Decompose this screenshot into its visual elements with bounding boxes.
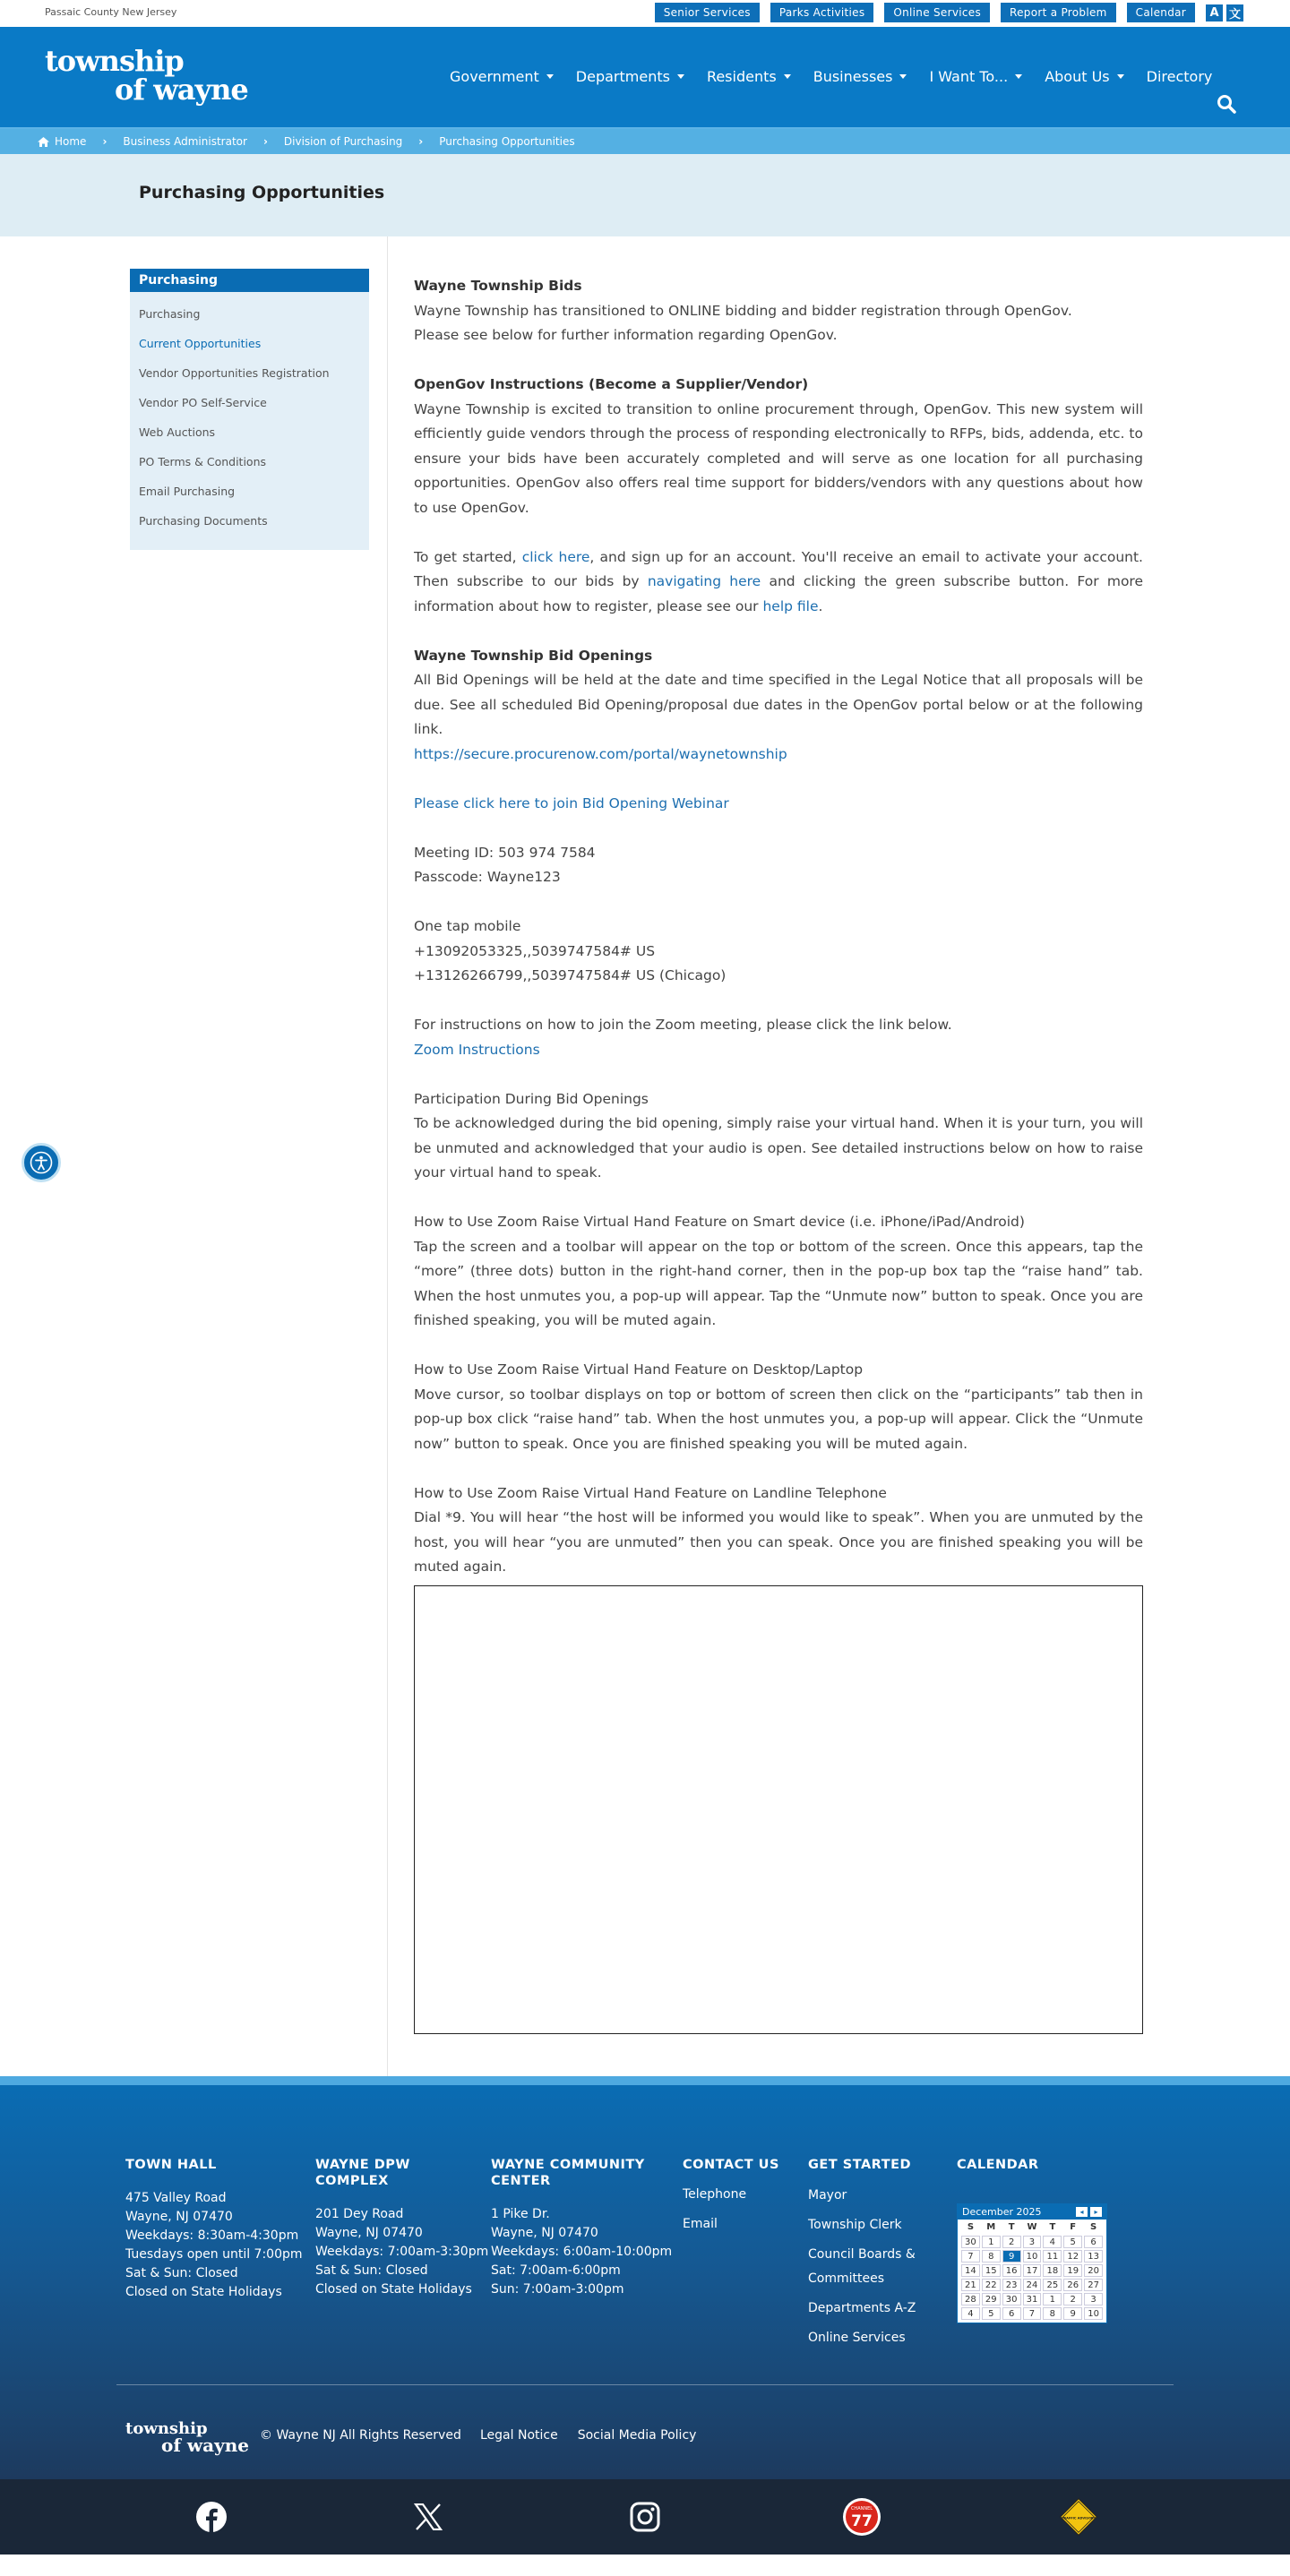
footer-township-clerk-link[interactable]: Township Clerk [808, 2218, 902, 2232]
calendar-day[interactable]: 13 [1084, 2250, 1103, 2263]
one-tap-label: One tap mobile [414, 918, 521, 934]
smart-device-section [414, 1210, 1143, 1334]
start-text-2: , and sign up for an account. You'll receive an email to activate your account. Then subscribe to our bids by [414, 548, 1143, 589]
zoom-instructions-section [414, 1013, 1143, 1062]
calendar-day[interactable]: 6 [1084, 2236, 1103, 2248]
calendar-next-icon[interactable]: ▸ [1090, 2207, 1102, 2217]
footer-text: 201 Dey Road [315, 2207, 404, 2221]
footer-online-services-link[interactable]: Online Services [808, 2331, 906, 2345]
nav-label: Directory [1146, 68, 1213, 85]
calendar-day[interactable]: 4 [961, 2307, 980, 2320]
instagram-icon[interactable] [625, 2497, 665, 2537]
zoom-instructions-text: For instructions on how to join the Zoom meeting, please click the link below. [414, 1017, 952, 1033]
calendar-day[interactable]: 3 [1023, 2236, 1042, 2248]
footer-text: Sat: 7:00am-6:00pm [491, 2263, 621, 2278]
calendar-day[interactable]: 5 [982, 2307, 1001, 2320]
social-bar [0, 2479, 1290, 2555]
x-twitter-icon[interactable] [408, 2497, 448, 2537]
footer-heading-line: CENTER [491, 2174, 551, 2188]
sidebar-item-current-opportunities[interactable]: Current Opportunities [139, 337, 262, 350]
bids-section [414, 274, 1143, 348]
bids-heading: Wayne Township Bids [414, 278, 582, 294]
zoom-instructions-link[interactable]: Zoom Instructions [414, 1041, 540, 1058]
opengov-section [414, 373, 1143, 520]
one-tap-number-1: +13092053325,,5039747584# US [414, 942, 656, 959]
parks-activities-link[interactable]: Parks Activities [770, 3, 874, 22]
calendar-day-name: F [1070, 2222, 1077, 2232]
nav-label: Residents [706, 68, 777, 85]
calendar-day[interactable]: 23 [1002, 2279, 1021, 2291]
township-logo[interactable] [45, 44, 248, 107]
calendar-day[interactable]: 20 [1084, 2264, 1103, 2277]
logo-line-2: of wayne [115, 73, 248, 107]
footer-text: Sun: 7:00am-3:00pm [491, 2282, 624, 2297]
footer-text: Weekdays: 7:00am-3:30pm [315, 2245, 489, 2259]
one-tap-section [414, 914, 1143, 989]
footer-divider [116, 2384, 1174, 2385]
calendar-day-name: W [1027, 2222, 1037, 2232]
footer-text: Sat & Sun: Closed [315, 2263, 428, 2278]
footer-text: 1 Pike Dr. [491, 2207, 550, 2221]
calendar-day[interactable]: 1 [982, 2236, 1001, 2248]
senior-services-link[interactable]: Senior Services [655, 3, 760, 22]
calendar-day[interactable]: 8 [982, 2250, 1001, 2263]
home-icon [38, 137, 49, 147]
footer-council-boards-link[interactable] [808, 2243, 916, 2291]
calendar-day[interactable]: 1 [1043, 2293, 1062, 2306]
calendar-header [958, 2204, 1106, 2220]
breadcrumb-home[interactable] [38, 135, 86, 148]
footer-contact [683, 2157, 779, 2239]
start-text-1: To get started, [414, 548, 522, 565]
footer-text: 475 Valley Road [125, 2191, 227, 2205]
calendar-day[interactable]: 18 [1043, 2264, 1062, 2277]
chevron-down-icon [1015, 74, 1022, 79]
translate-button[interactable]: 文 [1226, 4, 1243, 21]
sidebar [130, 269, 369, 550]
breadcrumb-separator-icon: › [102, 135, 108, 148]
opengov-heading: OpenGov Instructions (Become a Supplier/Vendor) [414, 376, 809, 392]
calendar-day[interactable]: 5 [1063, 2236, 1082, 2248]
calendar-day-name: T [1049, 2222, 1056, 2232]
calendar-day[interactable]: 7 [961, 2250, 980, 2263]
calendar-day[interactable]: 22 [982, 2279, 1001, 2291]
channel-77-icon[interactable] [842, 2497, 882, 2537]
calendar-day[interactable]: 25 [1043, 2279, 1062, 2291]
footer-logo-line-1: township [125, 2419, 208, 2438]
sidebar-item-po-terms[interactable]: PO Terms & Conditions [139, 455, 267, 468]
portal-link[interactable]: https://secure.procurenow.com/portal/waynetownship [414, 745, 787, 762]
channel-number: 77 [851, 2512, 873, 2530]
nav-about-us[interactable] [1045, 68, 1123, 85]
sidebar-item-email-purchasing[interactable]: Email Purchasing [139, 485, 236, 498]
chevron-down-icon [899, 74, 907, 79]
chevron-down-icon [784, 74, 791, 79]
get-started-paragraph [414, 545, 1143, 620]
footer-logo[interactable] [125, 2419, 249, 2456]
calendar-day[interactable]: 27 [1084, 2279, 1103, 2291]
calendar-grid [958, 2220, 1106, 2323]
calendar-day[interactable]: 6 [1002, 2307, 1021, 2320]
traffic-advisory-icon[interactable] [1059, 2497, 1098, 2537]
desktop-heading: How to Use Zoom Raise Virtual Hand Feature on Desktop/Laptop [414, 1361, 864, 1378]
footer-text: Closed on State Holidays [125, 2285, 282, 2299]
calendar-day[interactable]: 28 [961, 2293, 980, 2306]
landline-heading: How to Use Zoom Raise Virtual Hand Feature on Landline Telephone [414, 1484, 887, 1501]
calendar-day[interactable]: 31 [1023, 2293, 1042, 2306]
footer-text: Weekdays: 8:30am-4:30pm [125, 2228, 299, 2243]
breadcrumb [0, 129, 1290, 154]
webinar-link[interactable]: Please click here to join Bid Opening Webinar [414, 794, 729, 811]
calendar-day[interactable]: 24 [1023, 2279, 1042, 2291]
bids-line-2: Please see below for further information regarding OpenGov. [414, 327, 838, 343]
footer-email-link[interactable]: Email [683, 2217, 718, 2231]
page-title-bar [0, 154, 1290, 236]
copyright: © Wayne NJ All Rights Reserved [260, 2428, 461, 2443]
footer-departments-link[interactable]: Departments A-Z [808, 2301, 916, 2315]
breadcrumb-label: Home [55, 135, 87, 148]
calendar-day[interactable]: 2 [1002, 2236, 1021, 2248]
site-footer [0, 2076, 1290, 2479]
calendar-link[interactable]: Calendar [1127, 3, 1195, 22]
meeting-info [414, 841, 1143, 890]
smart-device-heading: How to Use Zoom Raise Virtual Hand Feature on Smart device (i.e. iPhone/iPad/Android) [414, 1214, 1025, 1230]
nav-directory[interactable] [1147, 68, 1213, 85]
participation-text: To be acknowledged during the bid opening, simply raise your virtual hand. When it is your turn, you will be unmuted and acknowledged that your audio is open. See detailed instructions below on how to raise your virtual hand to speak. [414, 1115, 1143, 1181]
footer-heading: GET STARTED [808, 2158, 912, 2172]
calendar-day[interactable]: 14 [961, 2264, 980, 2277]
accessibility-icon [30, 1151, 53, 1174]
nav-i-want-to[interactable] [929, 68, 1022, 85]
breadcrumb-current: Purchasing Opportunities [439, 135, 575, 148]
footer-heading [491, 2157, 672, 2189]
calendar-day[interactable]: 4 [1043, 2236, 1062, 2248]
nav-residents[interactable] [707, 68, 791, 85]
footer-heading: TOWN HALL [125, 2158, 217, 2172]
footer-text: Wayne, NJ 07470 [315, 2226, 423, 2240]
sidebar-item-web-auctions[interactable]: Web Auctions [139, 425, 216, 439]
calendar-day[interactable]: 30 [1002, 2293, 1021, 2306]
legal-links [480, 2428, 696, 2443]
navigating-here-link[interactable]: navigating here [647, 573, 761, 589]
footer-heading: CALENDAR [957, 2158, 1039, 2172]
logo-line-1: township [45, 44, 184, 78]
footer-heading-line: WAYNE DPW [315, 2158, 410, 2172]
chevron-down-icon [1117, 74, 1124, 79]
nav-label: Departments [575, 68, 670, 85]
footer-heading-line: WAYNE COMMUNITY [491, 2158, 645, 2172]
click-here-link[interactable]: click here [521, 548, 590, 565]
link-line: Council Boards & [808, 2247, 916, 2262]
calendar-day[interactable]: 26 [1063, 2279, 1082, 2291]
footer-text: Wayne, NJ 07470 [491, 2226, 598, 2240]
footer-heading [315, 2157, 488, 2189]
calendar-month: December 2025 [962, 2206, 1042, 2218]
breadcrumb-division-of-purchasing[interactable]: Division of Purchasing [283, 135, 403, 148]
bid-openings-section [414, 644, 1143, 768]
embedded-bid-portal-frame[interactable] [414, 1585, 1143, 2034]
main-nav [450, 68, 1234, 85]
start-text-4: . [818, 597, 823, 614]
accessibility-button[interactable] [22, 1143, 61, 1182]
footer-town-hall [125, 2157, 303, 2302]
footer-text: Wayne, NJ 07470 [125, 2210, 233, 2224]
opengov-text: Wayne Township is excited to transition to online procurement through, OpenGov. This new system will efficiently guide vendors through the process of responding electronically to RFPs, bids, addenda, etc. to ensure your bids have been accurately completed and will serve as one location for all purchasing opportunities. OpenGov also offers real time support for bidders/vendors with any questions about how to use OpenGov. [414, 400, 1143, 516]
page-title: Purchasing Opportunities [139, 183, 385, 202]
online-services-link[interactable]: Online Services [884, 3, 990, 22]
utility-links [655, 3, 1243, 22]
nav-departments[interactable] [576, 68, 684, 85]
font-size-button[interactable]: A [1206, 4, 1223, 21]
calendar-day[interactable]: 8 [1043, 2307, 1062, 2320]
desktop-section [414, 1358, 1143, 1456]
calendar-day[interactable]: 30 [961, 2236, 980, 2248]
county-label: Passaic County New Jersey [45, 6, 177, 18]
calendar-day[interactable]: 11 [1043, 2250, 1062, 2263]
bid-openings-text: All Bid Openings will be held at the date and time specified in the Legal Notice that all proposals will be due. See all scheduled Bid Opening/proposal due dates in the OpenGov portal below or at the following link. [414, 672, 1143, 737]
calendar-day[interactable]: 21 [961, 2279, 980, 2291]
traffic-advisory-text: TRAFFIC ADVISORY [1062, 2516, 1096, 2520]
one-tap-number-2: +13126266799,,5039747584# US (Chicago) [414, 967, 727, 983]
chevron-down-icon [546, 74, 554, 79]
footer-text: Tuesdays open until 7:00pm [125, 2247, 303, 2262]
report-problem-link[interactable]: Report a Problem [1001, 3, 1116, 22]
nav-businesses[interactable] [813, 68, 907, 85]
mini-calendar [957, 2203, 1107, 2323]
footer-get-started [808, 2157, 916, 2350]
landline-text: Dial *9. You will hear “the host will be informed you would like to speak”. When you are unmuted by the host, you will hear “you are unmuted” then you can speak. Once you are finished speaking you will be muted again. [414, 1509, 1143, 1575]
footer-mayor-link[interactable]: Mayor [808, 2188, 847, 2202]
footer-calendar-section [957, 2157, 1039, 2189]
calendar-today[interactable]: 9 [1002, 2250, 1021, 2263]
footer-community-center [491, 2157, 672, 2299]
help-file-link[interactable]: help file [762, 597, 819, 614]
calendar-day[interactable]: 10 [1023, 2250, 1042, 2263]
nav-label: Government [450, 68, 539, 85]
participation-heading: Participation During Bid Openings [414, 1090, 649, 1107]
smart-device-text: Tap the screen and a toolbar will appear on the top or bottom of the screen. Once this appears, tap the “more” (three dots) button in the right-hand corner, then in the pop-up box tap the “raise hand” tab. When the host unmutes you, a pop-up will appear. Tap the “Unmute now” button to speak. Once you are finished speaking, you will be muted again. [414, 1238, 1143, 1328]
calendar-day[interactable]: 9 [1063, 2307, 1082, 2320]
start-text-3: and clicking the green subscribe button. For more information about how to register, please see our [414, 573, 1144, 614]
sidebar-item-purchasing-documents[interactable]: Purchasing Documents [139, 514, 268, 528]
calendar-day-name: S [967, 2222, 975, 2232]
calendar-day[interactable]: 12 [1063, 2250, 1082, 2263]
main-area [0, 236, 1290, 2076]
legal-notice-link[interactable]: Legal Notice [480, 2428, 558, 2443]
calendar-day-name: T [1008, 2222, 1015, 2232]
nav-label: I Want To... [929, 68, 1009, 85]
nav-government[interactable] [450, 68, 554, 85]
bid-openings-heading: Wayne Township Bid Openings [414, 647, 653, 664]
social-media-policy-link[interactable]: Social Media Policy [577, 2428, 697, 2443]
meeting-id: Meeting ID: 503 974 7584 [414, 844, 596, 861]
footer-text: Closed on State Holidays [315, 2282, 472, 2297]
sidebar-item-vendor-registration[interactable]: Vendor Opportunities Registration [139, 366, 330, 380]
bids-line-1: Wayne Township has transitioned to ONLINE bidding and bidder registration through OpenGov. [414, 302, 1072, 319]
calendar-day[interactable]: 7 [1023, 2307, 1042, 2320]
footer-text: Weekdays: 6:00am-10:00pm [491, 2245, 673, 2259]
calendar-day[interactable]: 17 [1023, 2264, 1042, 2277]
channel-word: CHANNEL [850, 2506, 873, 2512]
footer-heading-line: COMPLEX [315, 2174, 389, 2188]
calendar-day[interactable]: 19 [1063, 2264, 1082, 2277]
nav-label: About Us [1045, 68, 1110, 85]
desktop-text: Move cursor, so toolbar displays on top or bottom of screen then click on the “participants” tab then in pop-up box click “raise hand” tab. When the host unmutes you, a pop-up will appear. Click the “Unmute now” button to speak. Once you are finished speaking you will be muted again. [414, 1386, 1143, 1452]
footer-heading: CONTACT US [683, 2158, 779, 2172]
search-icon[interactable] [1217, 94, 1236, 117]
calendar-day-name: S [1089, 2222, 1097, 2232]
breadcrumb-separator-icon: › [418, 135, 424, 148]
calendar-day[interactable]: 15 [982, 2264, 1001, 2277]
calendar-day[interactable]: 3 [1084, 2293, 1103, 2306]
main-content [414, 274, 1143, 2034]
calendar-day-name: M [986, 2222, 996, 2232]
breadcrumb-separator-icon: › [262, 135, 268, 148]
breadcrumb-business-administrator[interactable]: Business Administrator [123, 135, 247, 148]
passcode: Passcode: Wayne123 [414, 869, 561, 885]
nav-label: Businesses [813, 68, 893, 85]
participation-section [414, 1087, 1143, 1186]
calendar-day[interactable]: 10 [1084, 2307, 1103, 2320]
utility-bar [0, 0, 1290, 27]
facebook-icon[interactable] [192, 2497, 231, 2537]
webinar-paragraph [414, 792, 1143, 817]
sidebar-item-vendor-po-self-service[interactable]: Vendor PO Self-Service [139, 396, 267, 409]
calendar-day[interactable]: 29 [982, 2293, 1001, 2306]
site-header [0, 27, 1290, 129]
footer-dpw [315, 2157, 488, 2299]
chevron-down-icon [677, 74, 684, 79]
calendar-day[interactable]: 2 [1063, 2293, 1082, 2306]
calendar-prev-icon[interactable]: ◂ [1076, 2207, 1088, 2217]
link-line: Committees [808, 2271, 885, 2286]
sidebar-item-purchasing[interactable]: Purchasing [139, 307, 201, 321]
footer-logo-line-2: of wayne [161, 2434, 249, 2456]
column-divider [387, 236, 388, 2076]
landline-section [414, 1481, 1143, 1580]
footer-text: Sat & Sun: Closed [125, 2266, 238, 2280]
sidebar-heading: Purchasing [130, 269, 369, 292]
footer-telephone-link[interactable]: Telephone [683, 2187, 747, 2202]
calendar-day[interactable]: 16 [1002, 2264, 1021, 2277]
